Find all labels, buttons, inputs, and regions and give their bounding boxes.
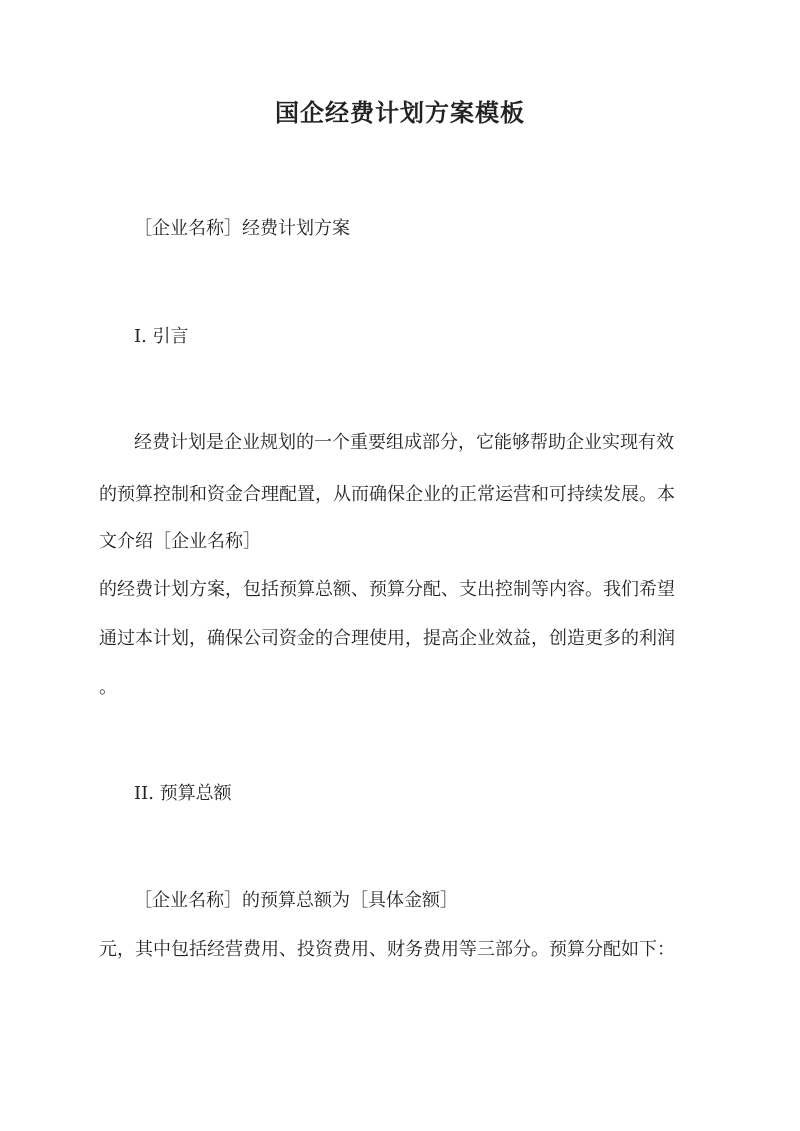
paragraph-line: 经费计划是企业规划的一个重要组成部分，它能够帮助企业实现有效 xyxy=(134,432,674,453)
paragraph-line: ［企业名称］的预算总额为［具体金额］ xyxy=(134,890,458,911)
paragraph-line: 的经费计划方案，包括预算总额、预算分配、支出控制等内容。我们希望 xyxy=(99,579,675,600)
paragraph-line: 元，其中包括经营费用、投资费用、财务费用等三部分。预算分配如下： xyxy=(99,939,675,960)
paragraph-line: 的预算控制和资金合理配置，从而确保企业的正常运营和可持续发展。本 xyxy=(99,484,675,505)
paragraph-line: 通过本计划，确保公司资金的合理使用，提高企业效益，创造更多的利润 xyxy=(99,628,675,649)
paragraph-line: 文介绍［企业名称］ xyxy=(99,531,261,552)
document-subtitle: ［企业名称］经费计划方案 xyxy=(134,218,350,239)
section-heading-budget-total: II. 预算总额 xyxy=(134,783,232,804)
document-title: 国企经费计划方案模板 xyxy=(275,98,525,127)
section-heading-introduction: I. 引言 xyxy=(134,326,189,347)
paragraph-line: 。 xyxy=(99,677,117,698)
